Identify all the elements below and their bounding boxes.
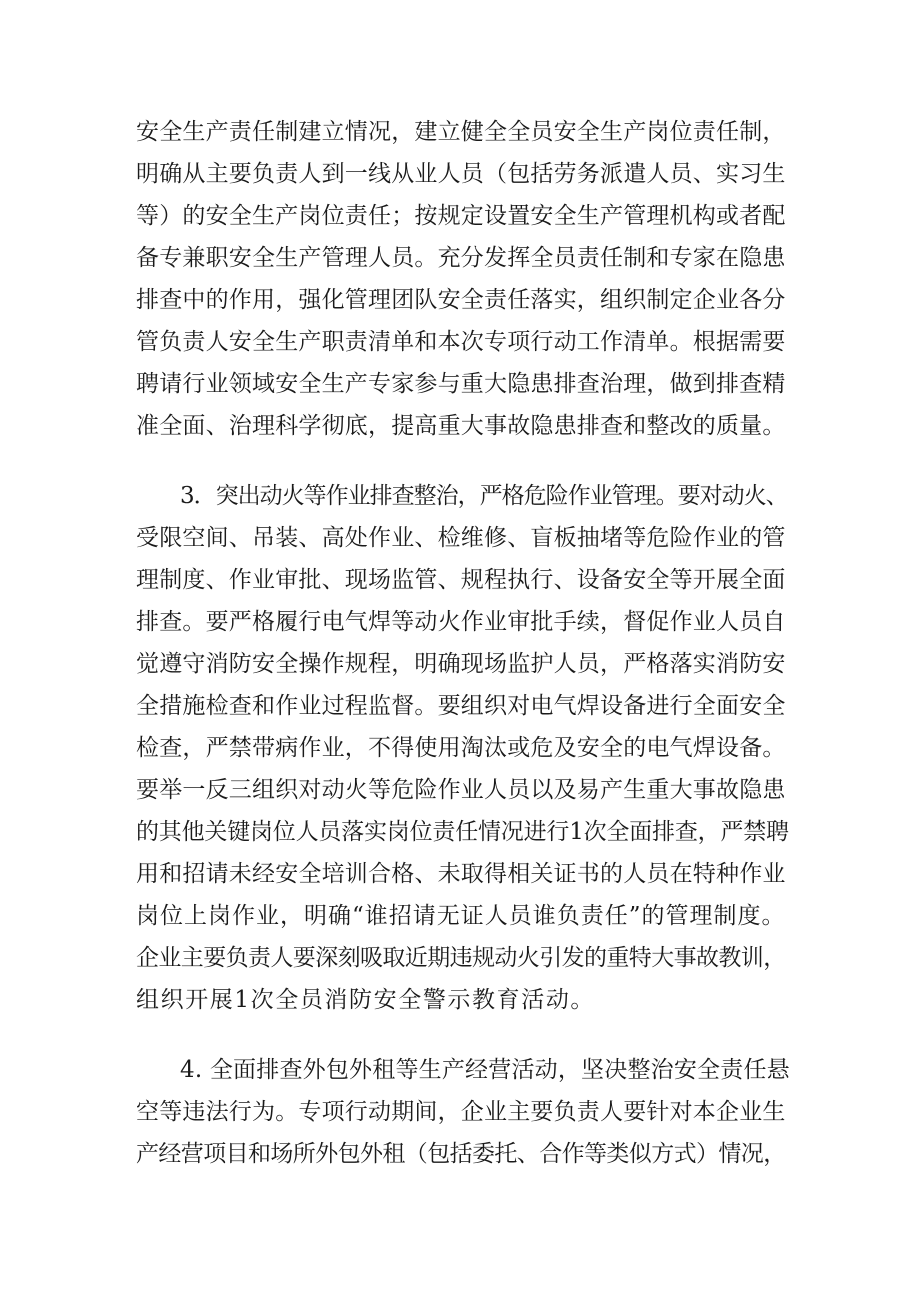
text-line: 管负责人安全生产职责清单和本次专项行动工作清单。根据需要	[136, 329, 786, 355]
text-line: 要举一反三组织对动火等危险作业人员以及易产生重大事故隐患	[136, 777, 786, 803]
text-line: 检查，严禁带病作业，不得使用淘汰或危及安全的电气焊设备。	[136, 735, 786, 761]
text-line: 明确从主要负责人到一线从业人员（包括劳务派遣人员、实习生	[136, 161, 786, 187]
section-4-heading: 4. 全面排查外包外租等生产经营活动，坚决整治安全责任悬	[180, 1057, 790, 1083]
text-line: 产经营项目和场所外包外租（包括委托、合作等类似方式）情况，	[136, 1141, 786, 1167]
text-line: 排查中的作用，强化管理团队安全责任落实，组织制定企业各分	[136, 287, 786, 313]
text-line: 安全生产责任制建立情况，建立健全全员安全生产岗位责任制，	[136, 119, 786, 145]
text-line: 准全面、治理科学彻底，提高重大事故隐患排查和整改的质量。	[136, 413, 786, 439]
text-line: 的其他关键岗位人员落实岗位责任情况进行1次全面排查，严禁聘	[136, 819, 789, 845]
text-line: 聘请行业领域安全生产专家参与重大隐患排查治理，做到排查精	[136, 371, 786, 397]
text-line: 岗位上岗作业，明确“谁招请无证人员谁负责任”的管理制度。	[136, 903, 786, 929]
section-3-heading: 3．突出动火等作业排查整治，严格危险作业管理。要对动火、	[180, 483, 788, 509]
text-line: 企业主要负责人要深刻吸取近期违规动火引发的重特大事故教训，	[136, 945, 786, 971]
text-line: 受限空间、吊装、高处作业、检维修、盲板抽堵等危险作业的管	[136, 525, 786, 551]
text-line: 等）的安全生产岗位责任；按规定设置安全生产管理机构或者配	[136, 203, 786, 229]
text-line: 备专兼职安全生产管理人员。充分发挥全员责任制和专家在隐患	[136, 245, 786, 271]
text-line: 用和招请未经安全培训合格、未取得相关证书的人员在特种作业	[136, 861, 786, 887]
text-line: 组织开展1次全员消防安全警示教育活动。	[136, 987, 596, 1013]
text-line: 空等违法行为。专项行动期间，企业主要负责人要针对本企业生	[136, 1099, 786, 1125]
text-line: 全措施检查和作业过程监督。要组织对电气焊设备进行全面安全	[136, 693, 786, 719]
text-line: 排查。要严格履行电气焊等动火作业审批手续，督促作业人员自	[136, 609, 786, 635]
text-line: 觉遵守消防安全操作规程，明确现场监护人员，严格落实消防安	[136, 651, 786, 677]
text-line: 理制度、作业审批、现场监管、规程执行、设备安全等开展全面	[136, 567, 786, 593]
